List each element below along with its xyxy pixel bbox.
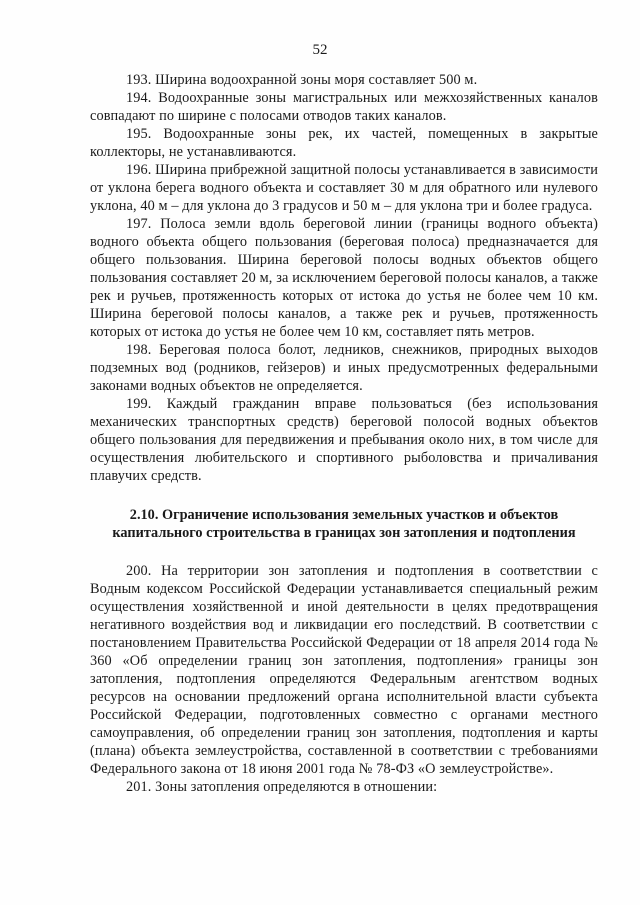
paragraph-195: 195. Водоохранные зоны рек, их частей, помещенных в закрытые коллекторы, не устанавливаются. bbox=[90, 126, 598, 160]
paragraph-198: 198. Береговая полоса болот, ледников, снежников, природных выходов подземных вод (родников, гейзеров) и иных предусмотренных федеральными законами водных объектов не определяется. bbox=[90, 342, 598, 394]
paragraph-199: 199. Каждый гражданин вправе пользоваться (без использования механических транспортных средств) береговой полосой водных объектов общего пользования для передвижения и пребывания около них, в том числе для осуществления любительского и спортивного рыболовства и причаливания плавучих средств. bbox=[90, 396, 598, 484]
section-heading bbox=[90, 506, 598, 542]
paragraph-194: 194. Водоохранные зоны магистральных или межхозяйственных каналов совпадают по ширине с полосами отводов таких каналов. bbox=[90, 90, 598, 124]
section-heading-line-2: капитального строительства в границах зон затопления и подтопления bbox=[112, 525, 576, 541]
paragraph-200: 200. На территории зон затопления и подтопления в соответствии с Водным кодексом Российской Федерации устанавливается специальный режим осуществления хозяйственной и иной деятельности в целях предотвращения негативного воздействия вод и ликвидации его последствий. В соответствии с постановлением Правительства Российской Федерации от 18 апреля 2014 года № 360 «Об определении границ зон затопления, подтопления» границы зон затопления, подтопления определяются Федеральным агентством водных ресурсов на основании предложений органа исполнительной власти субъекта Российской Федерации, подготовленных совместно с органами местного самоуправления, об определении границ зон затопления, подтопления и карты (плана) объекта землеустройства, составленной в соответствии с требованиями Федерального закона от 18 июня 2001 года № 78-ФЗ «О землеустройстве». bbox=[90, 563, 598, 777]
paragraph-196: 196. Ширина прибрежной защитной полосы устанавливается в зависимости от уклона берега водного объекта и составляет 30 м для обратного или нулевого уклона, 40 м – для уклона до 3 градусов и 50 м – для уклона три и более градуса. bbox=[90, 162, 598, 214]
page-number: 52 bbox=[312, 42, 328, 58]
paragraph-197: 197. Полоса земли вдоль береговой линии (границы водного объекта) водного объекта общего пользования (береговая полоса) предназначается для общего пользования. Ширина береговой полосы водных объектов общего пользования составляет 20 м, за исключением береговой полосы каналов, а также рек и ручьев, протяженность которых от истока до устья не более чем 10 км. Ширина береговой полосы каналов, а также рек и ручьев, протяженность которых от истока до устья не более чем 10 км, составляет пять метров. bbox=[90, 216, 598, 340]
paragraph-201: 201. Зоны затопления определяются в отношении: bbox=[126, 779, 438, 795]
page-body bbox=[90, 71, 598, 796]
section-heading-line-1: 2.10. Ограничение использования земельных участков и объектов bbox=[129, 507, 559, 523]
paragraph-193: 193. Ширина водоохранной зоны моря составляет 500 м. bbox=[126, 72, 478, 88]
